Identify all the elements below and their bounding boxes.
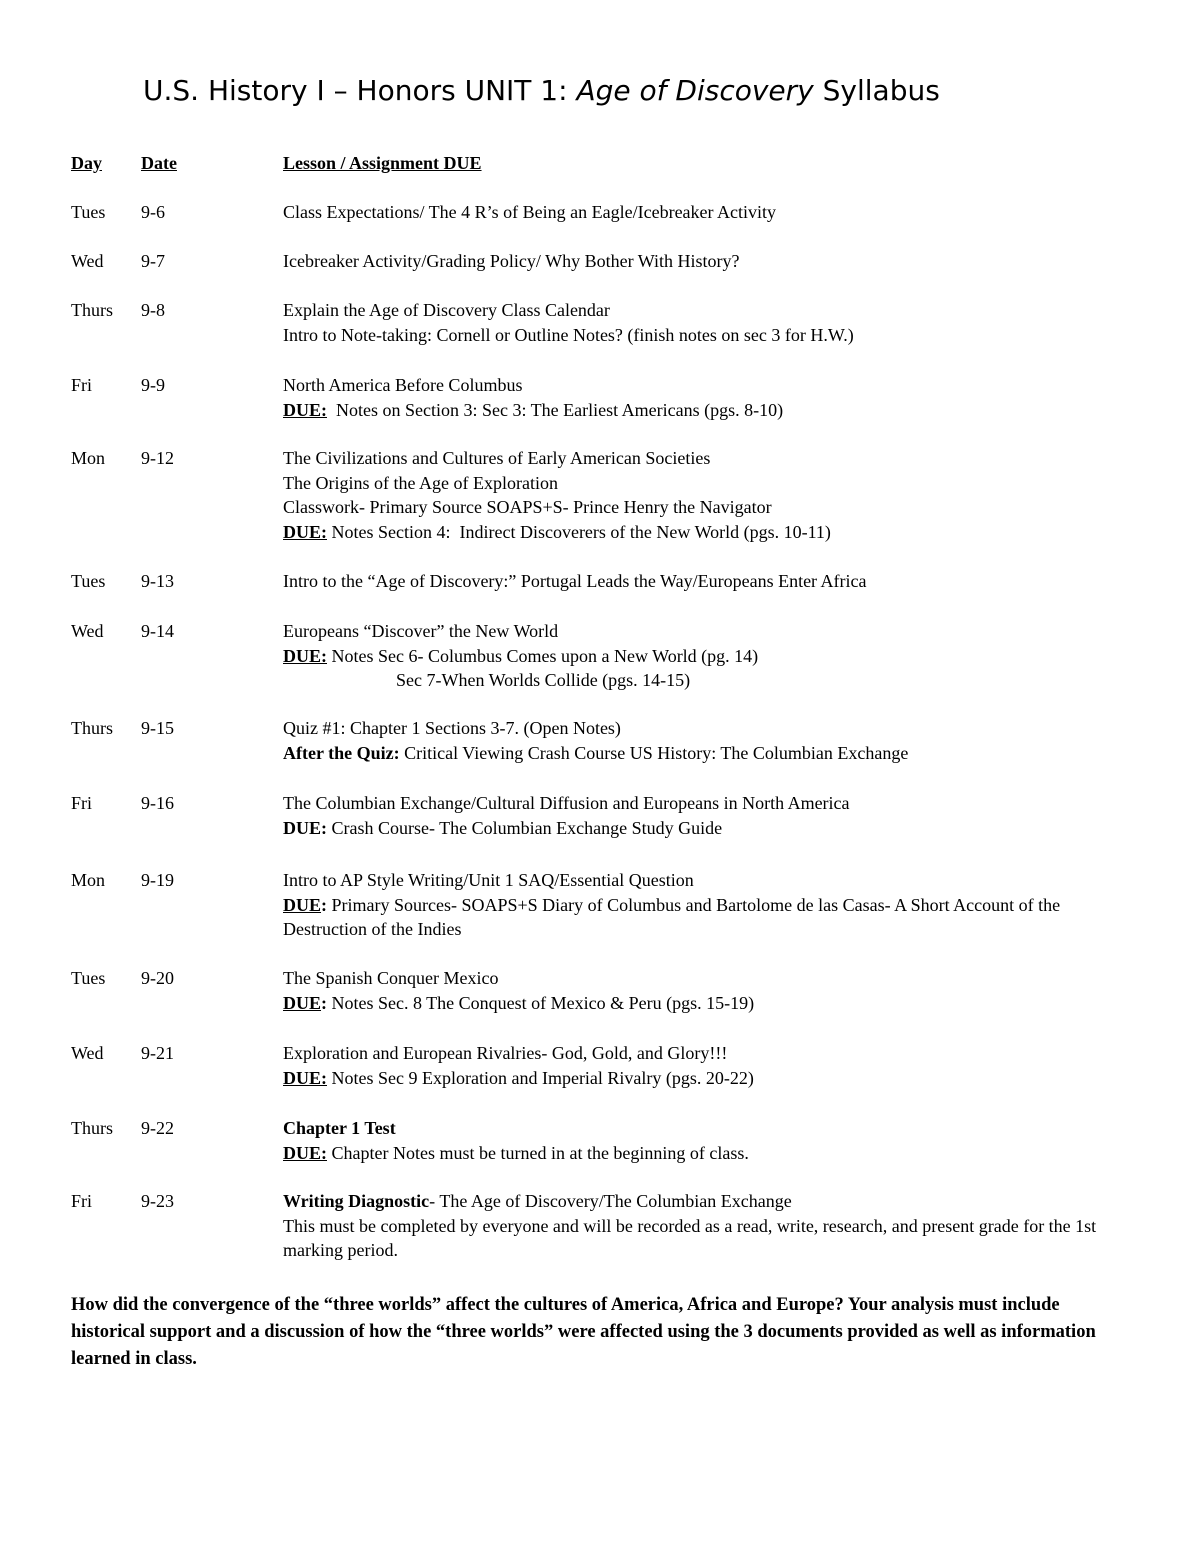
row-lesson [283,249,1123,274]
lesson-text: Critical Viewing Crash Course US History: The Columbian Exchange [399,742,909,763]
row-day: Thurs [71,1118,113,1138]
row-date: 9-14 [141,621,174,641]
page-title [143,74,940,107]
due-label: DUE: [283,399,327,420]
lesson-line [283,298,1123,323]
row-date: 9-6 [141,202,165,222]
row-lesson [283,716,1123,765]
due-label-colon: : [321,894,328,915]
row-date: 9-12 [141,448,174,468]
lesson-text: Class Expectations/ The 4 R’s of Being an Eagle/Icebreaker Activity [283,202,777,222]
lesson-line [283,966,1123,991]
lesson-text: Primary Sources- SOAPS+S Diary of Columbus and Bartolome de las Casas- A Short Account of the Destruction of the Indies [283,894,1065,939]
bold-label: Writing Diagnostic [283,1191,430,1211]
lesson-text: Notes Sec 6- Columbus Comes upon a New World (pg. 14) [327,645,759,666]
lesson-line [283,644,1123,669]
lesson-line [283,893,1123,942]
lesson-text: Notes Sec. 8 The Conquest of Mexico & Peru (pgs. 15-19) [327,992,755,1013]
due-label: DUE: [283,645,327,666]
lesson-text: Icebreaker Activity/Grading Policy/ Why Bother With History? [283,251,740,271]
lesson-line [283,991,1123,1016]
row-date: 9-20 [141,968,174,988]
due-label: DUE [283,992,322,1013]
lesson-line [283,791,1123,816]
lesson-text: North America Before Columbus [283,375,523,395]
row-lesson [283,619,1123,693]
lesson-text: - The Age of Discovery/The Columbian Exchange [429,1191,792,1211]
essential-question: How did the convergence of the “three worlds” affect the cultures of America, Africa and Europe? Your analysis must include historical support and a discussion of how the “three worlds” were affected using the 3 documents provided as well as information learned in class. [71,1295,1096,1369]
row-day: Wed [71,251,104,271]
lesson-line [283,1116,1123,1141]
due-label-colon: : [321,992,328,1013]
lesson-line [283,520,1123,545]
lesson-text: Notes Sec 9 Exploration and Imperial Rivalry (pgs. 20-22) [327,1067,754,1088]
row-lesson [283,868,1123,942]
row-day: Wed [71,621,104,641]
row-date: 9-19 [141,870,174,890]
bold-label: After the Quiz: [283,742,400,763]
lesson-line [283,668,1123,693]
header-date: Date [141,153,177,173]
lesson-line [283,1214,1123,1263]
lesson-text: Intro to Note-taking: Cornell or Outline Notes? (finish notes on sec 3 for H.W.) [283,324,854,345]
row-date: 9-8 [141,300,165,320]
lesson-line [283,1041,1123,1066]
lesson-text: Quiz #1: Chapter 1 Sections 3-7. (Open Notes) [283,718,621,738]
lesson-text: The Origins of the Age of Exploration [283,472,558,493]
due-label: DUE: [283,1067,327,1088]
lesson-line [283,323,1123,348]
lesson-text: The Civilizations and Cultures of Early American Societies [283,448,711,468]
lesson-text: Classwork- Primary Source SOAPS+S- Prince Henry the Navigator [283,497,772,517]
lesson-text: Notes Section 4: Indirect Discoverers of the New World (pgs. 10-11) [327,521,831,542]
row-lesson [283,791,1123,840]
row-lesson [283,446,1123,544]
lesson-text: The Spanish Conquer Mexico [283,968,499,988]
lesson-line [283,569,1123,594]
row-date: 9-22 [141,1118,174,1138]
row-date: 9-13 [141,571,174,591]
title-italic: Age of Discovery [576,74,814,107]
lesson-text: Exploration and European Rivalries- God, Gold, and Glory!!! [283,1043,728,1063]
lesson-text: The Columbian Exchange/Cultural Diffusion and Europeans in North America [283,793,850,813]
due-label: DUE: [283,521,327,542]
lesson-line [283,868,1123,893]
bold-label: DUE: [283,817,327,838]
row-lesson [283,298,1123,347]
title-prefix: U.S. History I – Honors UNIT 1: [143,74,577,107]
row-lesson [283,569,1123,594]
due-label: DUE: [283,1142,327,1163]
row-lesson [283,966,1123,1015]
row-day: Fri [71,793,93,813]
lesson-line [283,249,1123,274]
row-day: Mon [71,448,106,468]
row-lesson [283,200,1123,225]
row-date: 9-9 [141,375,165,395]
row-day: Tues [71,968,106,988]
row-lesson [283,1041,1123,1090]
lesson-line [283,741,1123,766]
row-date: 9-15 [141,718,174,738]
row-day: Tues [71,571,106,591]
lesson-text: Explain the Age of Discovery Class Calendar [283,300,610,320]
lesson-line [283,471,1123,496]
lesson-text: Intro to the “Age of Discovery:” Portugal Leads the Way/Europeans Enter Africa [283,571,867,591]
lesson-line [283,816,1123,841]
row-lesson [283,373,1123,422]
row-day: Mon [71,870,106,890]
lesson-line [283,495,1123,520]
header-lesson: Lesson / Assignment DUE [283,153,482,173]
lesson-line [283,398,1123,423]
lesson-line [283,1141,1123,1166]
lesson-text: Crash Course- The Columbian Exchange Study Guide [327,817,723,838]
row-date: 9-16 [141,793,174,813]
row-day: Fri [71,1191,93,1211]
lesson-text: Chapter Notes must be turned in at the beginning of class. [327,1142,749,1163]
row-day: Thurs [71,300,113,320]
lesson-text: Sec 7-When Worlds Collide (pgs. 14-15) [396,670,691,690]
bold-label: Chapter 1 Test [283,1118,396,1138]
lesson-line [283,1189,1123,1214]
row-date: 9-21 [141,1043,174,1063]
row-date: 9-7 [141,251,165,271]
due-label: DUE [283,894,322,915]
title-suffix: Syllabus [813,74,940,107]
lesson-line [283,373,1123,398]
lesson-line [283,200,1123,225]
lesson-text: Intro to AP Style Writing/Unit 1 SAQ/Essential Question [283,870,694,890]
row-date: 9-23 [141,1191,174,1211]
header-day: Day [71,153,102,173]
row-day: Fri [71,375,93,395]
lesson-text: This must be completed by everyone and will be recorded as a read, write, research, and present grade for the 1st marking period. [283,1215,1101,1260]
row-day: Wed [71,1043,104,1063]
lesson-text: Europeans “Discover” the New World [283,621,559,641]
row-day: Tues [71,202,106,222]
row-lesson [283,1189,1123,1263]
row-lesson [283,1116,1123,1165]
lesson-text: Notes on Section 3: Sec 3: The Earliest Americans (pgs. 8-10) [327,399,784,420]
lesson-line [283,1066,1123,1091]
lesson-line [283,716,1123,741]
row-day: Thurs [71,718,113,738]
lesson-line [283,446,1123,471]
lesson-line [283,619,1123,644]
